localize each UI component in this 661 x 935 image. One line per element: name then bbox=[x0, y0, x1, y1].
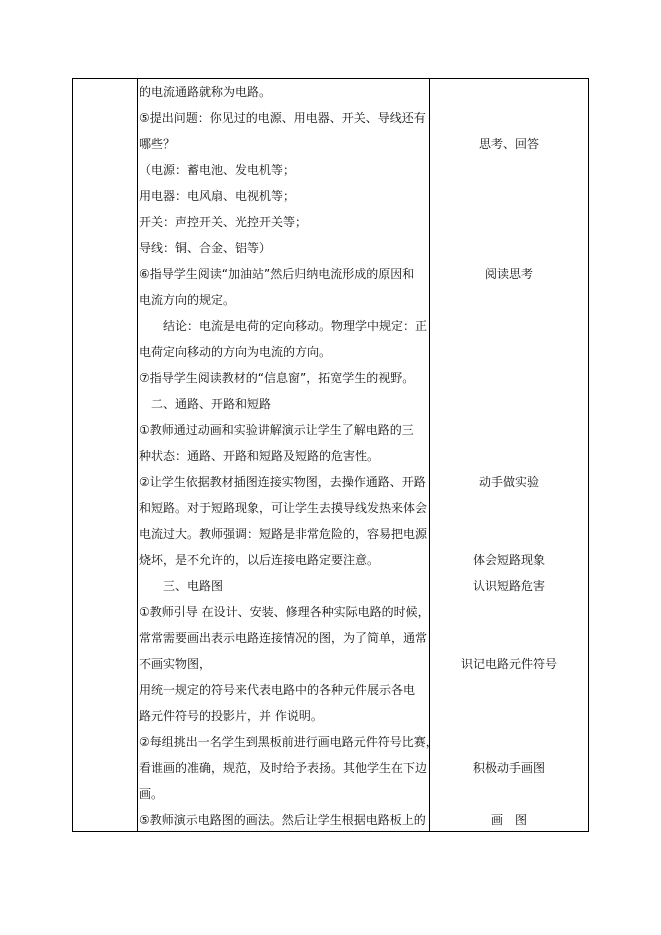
content-line: 电流过大。教师强调：短路是非常危险的，容易把电源 bbox=[139, 527, 428, 541]
content-line: 看谁画的准确，规范，及时给予表扬。其他学生在下边 bbox=[139, 761, 428, 775]
side-note: 积极动手画图 bbox=[472, 761, 545, 775]
content-line: 电荷定向移动的方向为电流的方向。 bbox=[139, 345, 332, 359]
content-line: ⑦指导学生阅读教材的“信息窗”，拓宽学生的视野。 bbox=[139, 371, 415, 385]
content-line: 常常需要画出表示电路连接情况的图，为了简单，通常 bbox=[139, 631, 428, 645]
content-line: 用统一规定的符号来代表电路中的各种元件展示各电 bbox=[139, 683, 416, 697]
side-note: 体会短路现象 bbox=[472, 553, 545, 567]
content-line: ①教师通过动画和实验讲解演示让学生了解电路的三 bbox=[139, 423, 414, 437]
side-note: 动手做实验 bbox=[478, 475, 539, 489]
content-line: 种状态：通路、开路和短路及短路的危害性。 bbox=[139, 449, 380, 463]
content-line: 用电器：电风扇、电视机等； bbox=[139, 189, 296, 203]
side-note: 思考、回答 bbox=[478, 137, 539, 151]
content-line: ⑤提出问题：你见过的电源、用电器、开关、导线还有 bbox=[139, 111, 426, 125]
side-note: 画 图 bbox=[490, 813, 527, 827]
content-line: （电源：蓄电池、发电机等； bbox=[139, 163, 296, 177]
section-heading: 二、通路、开路和短路 bbox=[139, 397, 272, 411]
column-divider-right bbox=[429, 79, 430, 831]
content-line: 不画实物图， bbox=[139, 657, 212, 671]
side-note: 认识短路危害 bbox=[472, 579, 545, 593]
content-line: ②让学生依据教材插图连接实物图，去操作通路、开路 bbox=[139, 475, 426, 489]
side-note: 阅读思考 bbox=[484, 267, 533, 281]
content-line: ⑤教师演示电路图的画法。然后让学生根据电路板上的 bbox=[139, 813, 426, 827]
content-line: 开关：声控开关、光控开关等； bbox=[139, 215, 308, 229]
content-line: 哪些？ bbox=[139, 137, 176, 151]
content-line: ②每组挑出一名学生到黑板前进行画电路元件符号比赛， bbox=[139, 735, 438, 749]
side-note: 识记电路元件符号 bbox=[460, 657, 557, 671]
content-line: ①教师引导 在设计、安装、修理各种实际电路的时候， bbox=[139, 605, 430, 619]
content-line: 烧坏，是不允许的，以后连接电路定要注意。 bbox=[139, 553, 380, 567]
content-line: 导线：铜、合金、铝等） bbox=[139, 241, 272, 255]
section-heading: 三、电路图 bbox=[139, 579, 224, 593]
content-line: 画。 bbox=[139, 787, 164, 801]
content-line: 和短路。对于短路现象，可让学生去摸导线发热来体会 bbox=[139, 501, 428, 515]
content-line: 电流方向的规定。 bbox=[139, 293, 236, 307]
content-line: 路元件符号的投影片，并 作说明。 bbox=[139, 709, 323, 723]
column-divider-left bbox=[137, 79, 138, 831]
content-line: 的电流通路就称为电路。 bbox=[139, 85, 272, 99]
content-line: ⑥指导学生阅读“加油站”然后归纳电流形成的原因和 bbox=[139, 267, 415, 281]
content-line: 结论：电流是电荷的定向移动。物理学中规定：正 bbox=[139, 319, 428, 333]
